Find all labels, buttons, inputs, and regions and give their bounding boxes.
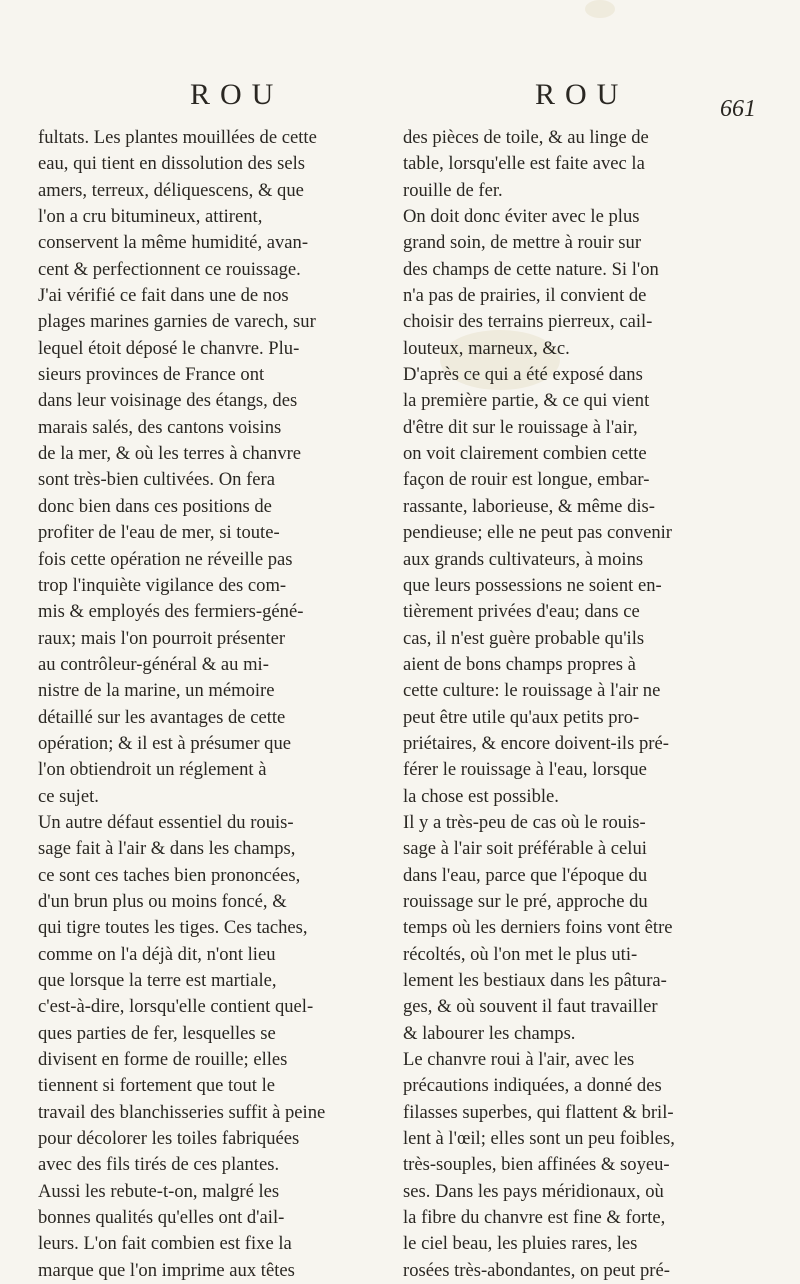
text-line: eau, qui tient en dissolution des sels bbox=[38, 153, 305, 175]
text-line: peut être utile qu'aux petits pro- bbox=[403, 706, 640, 728]
text-line: l'on a cru bitumineux, attirent, bbox=[38, 206, 263, 228]
text-line: fois cette opération ne réveille pas bbox=[38, 548, 293, 570]
text-line: très-souples, bien affinées & soyeu- bbox=[403, 1154, 670, 1176]
text-line: bonnes qualités qu'elles ont d'ail- bbox=[38, 1207, 285, 1229]
text-line: rassante, laborieuse, & même dis- bbox=[403, 495, 655, 517]
text-line: précautions indiquées, a donné des bbox=[403, 1075, 662, 1097]
text-line: des pièces de toile, & au linge de bbox=[403, 127, 649, 148]
text-line: trop l'inquiète vigilance des com- bbox=[38, 574, 287, 596]
text-line: rosées très-abondantes, on peut pré- bbox=[403, 1259, 670, 1281]
text-line: le ciel beau, les pluies rares, les bbox=[403, 1233, 638, 1255]
text-line: la première partie, & ce qui vient bbox=[403, 390, 650, 412]
text-line: leurs. L'on fait combien est fixe la bbox=[38, 1233, 292, 1255]
text-line: lent à l'œil; elles sont un peu foibles, bbox=[403, 1128, 675, 1150]
text-line: marque que l'on imprime aux têtes bbox=[38, 1259, 295, 1281]
text-line: aux grands cultivateurs, à moins bbox=[403, 548, 644, 570]
text-line: grand soin, de mettre à rouir sur bbox=[403, 232, 642, 254]
text-line: sont très-bien cultivées. On fera bbox=[38, 469, 275, 491]
text-line: profiter de l'eau de mer, si toute- bbox=[38, 522, 280, 544]
text-line: l'on obtiendroit un réglement à bbox=[38, 759, 267, 781]
running-head-left: ROU bbox=[190, 78, 284, 111]
text-line: aient de bons champs propres à bbox=[403, 653, 636, 675]
text-line: d'un brun plus ou moins foncé, & bbox=[38, 890, 287, 912]
text-line: marais salés, des cantons voisins bbox=[38, 416, 282, 438]
text-line: des champs de cette nature. Si l'on bbox=[403, 258, 659, 280]
text-line: de la mer, & où les terres à chanvre bbox=[38, 443, 302, 465]
text-line: pendieuse; elle ne peut pas convenir bbox=[403, 522, 672, 544]
text-line: ses. Dans les pays méridionaux, où bbox=[403, 1180, 664, 1202]
text-line: D'après ce qui a été exposé dans bbox=[403, 364, 643, 386]
text-line: ques parties de fer, lesquelles se bbox=[38, 1022, 276, 1044]
text-line: rouille de fer. bbox=[403, 179, 503, 201]
text-line: raux; mais l'on pourroit présenter bbox=[38, 627, 286, 649]
text-line: détaillé sur les avantages de cette bbox=[38, 706, 286, 728]
page-number: 661 bbox=[720, 96, 756, 122]
text-line: tiennent si fortement que tout le bbox=[38, 1075, 276, 1097]
text-line: ce sujet. bbox=[38, 785, 99, 807]
text-line: n'a pas de prairies, il convient de bbox=[403, 285, 647, 307]
text-line: cent & perfectionnent ce rouissage. bbox=[38, 258, 301, 280]
text-line: façon de rouir est longue, embar- bbox=[403, 469, 650, 491]
text-line: & labourer les champs. bbox=[403, 1022, 576, 1044]
text-line: fultats. Les plantes mouillées de cette bbox=[38, 127, 317, 148]
text-line: récoltés, où l'on met le plus uti- bbox=[403, 943, 638, 965]
text-line: rouissage sur le pré, approche du bbox=[403, 890, 648, 912]
text-line: dans leur voisinage des étangs, des bbox=[38, 390, 298, 412]
text-line: sieurs provinces de France ont bbox=[38, 364, 265, 386]
text-line: louteux, marneux, &c. bbox=[403, 337, 570, 359]
text-line: opération; & il est à présumer que bbox=[38, 732, 292, 754]
text-line: on voit clairement combien cette bbox=[403, 443, 647, 465]
text-line: amers, terreux, déliquescens, & que bbox=[38, 179, 304, 201]
text-line: temps où les derniers foins vont être bbox=[403, 917, 673, 939]
text-line: Un autre défaut essentiel du rouis- bbox=[38, 811, 294, 833]
text-line: qui tigre toutes les tiges. Ces taches, bbox=[38, 917, 308, 939]
text-line: lequel étoit déposé le chanvre. Plu- bbox=[38, 337, 300, 359]
right-text-column bbox=[403, 125, 758, 1284]
text-line: au contrôleur-général & au mi- bbox=[38, 653, 269, 675]
text-line: dans l'eau, parce que l'époque du bbox=[403, 864, 648, 886]
text-line: travail des blanchisseries suffit à peine bbox=[38, 1101, 326, 1123]
text-line: plages marines garnies de varech, sur bbox=[38, 311, 316, 333]
text-line: d'être dit sur le rouissage à l'air, bbox=[403, 416, 638, 438]
text-line: Il y a très-peu de cas où le rouis- bbox=[403, 811, 646, 833]
text-line: On doit donc éviter avec le plus bbox=[403, 206, 640, 228]
text-line: lement les bestiaux dans les pâtura- bbox=[403, 970, 667, 991]
text-line: tièrement privées d'eau; dans ce bbox=[403, 601, 640, 623]
text-line: Le chanvre roui à l'air, avec les bbox=[403, 1049, 635, 1071]
text-line: cette culture: le rouissage à l'air ne bbox=[403, 680, 661, 702]
text-line: J'ai vérifié ce fait dans une de nos bbox=[38, 285, 289, 307]
text-line: choisir des terrains pierreux, cail- bbox=[403, 311, 653, 333]
text-line: conservent la même humidité, avan- bbox=[38, 232, 309, 254]
text-line: férer le rouissage à l'eau, lorsque bbox=[403, 759, 647, 781]
text-line: que lorsque la terre est martiale, bbox=[38, 970, 277, 991]
text-line: nistre de la marine, un mémoire bbox=[38, 680, 275, 702]
text-line: comme on l'a déjà dit, n'ont lieu bbox=[38, 943, 276, 965]
text-line: priétaires, & encore doivent-ils pré- bbox=[403, 732, 669, 754]
text-line: pour décolorer les toiles fabriquées bbox=[38, 1128, 300, 1150]
text-line: ges, & où souvent il faut travailler bbox=[403, 996, 658, 1018]
text-line: avec des fils tirés de ces plantes. bbox=[38, 1154, 280, 1176]
running-head-right: ROU bbox=[535, 78, 629, 111]
text-line: sage à l'air soit préférable à celui bbox=[403, 838, 647, 860]
text-line: donc bien dans ces positions de bbox=[38, 495, 272, 517]
text-line: table, lorsqu'elle est faite avec la bbox=[403, 153, 645, 175]
paper-stain bbox=[585, 0, 615, 18]
text-line: filasses superbes, qui flattent & bril- bbox=[403, 1101, 674, 1123]
text-line: cas, il n'est guère probable qu'ils bbox=[403, 627, 645, 649]
text-line: ce sont ces taches bien prononcées, bbox=[38, 864, 301, 886]
text-line: divisent en forme de rouille; elles bbox=[38, 1049, 288, 1071]
text-line: la chose est possible. bbox=[403, 785, 559, 807]
left-text-column bbox=[38, 125, 393, 1284]
text-line: que leurs possessions ne soient en- bbox=[403, 574, 662, 596]
text-line: c'est-à-dire, lorsqu'elle contient quel- bbox=[38, 996, 314, 1018]
text-line: la fibre du chanvre est fine & forte, bbox=[403, 1207, 666, 1229]
text-line: Aussi les rebute-t-on, malgré les bbox=[38, 1180, 280, 1202]
text-line: sage fait à l'air & dans les champs, bbox=[38, 838, 296, 860]
text-line: mis & employés des fermiers-géné- bbox=[38, 601, 304, 623]
